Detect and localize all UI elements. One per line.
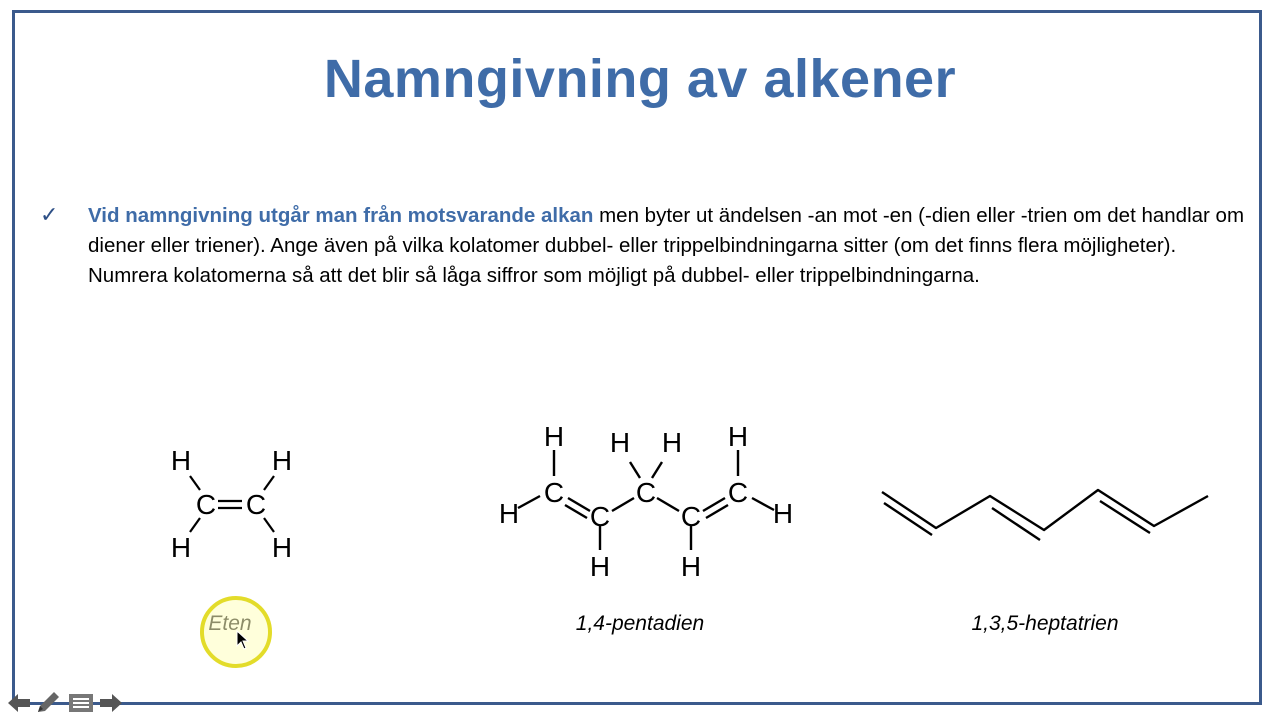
atom-c: C — [589, 501, 611, 532]
atom-c: C — [635, 477, 657, 508]
heptatrien-structure — [870, 470, 1220, 550]
molecule-name-heptatrien: 1,3,5-heptatrien — [971, 612, 1119, 635]
atom-h: H — [661, 427, 683, 458]
pentadien-structure — [490, 418, 800, 588]
molecule-name-pentadien: 1,4-pentadien — [575, 612, 705, 635]
atom-h: H — [772, 498, 794, 529]
atom-c: C — [543, 477, 565, 508]
bullet-paragraph — [88, 201, 1248, 291]
arrow-left-icon[interactable] — [6, 692, 32, 714]
mouse-pointer-icon — [236, 630, 250, 650]
slideshow-nav — [6, 690, 126, 716]
atom-h: H — [170, 532, 192, 563]
atom-h: H — [498, 498, 520, 529]
menu-icon[interactable] — [68, 693, 94, 713]
atom-h: H — [727, 421, 749, 452]
atom-h: H — [271, 445, 293, 476]
atom-h: H — [543, 421, 565, 452]
bullet-highlight: Vid namngivning utgår man från motsvarande alkan — [88, 204, 594, 227]
arrow-right-icon[interactable] — [98, 692, 124, 714]
check-icon: ✓ — [40, 202, 59, 227]
atom-h: H — [589, 551, 611, 582]
slide-title: Namngivning av alkener — [323, 49, 957, 109]
slide-frame — [12, 10, 1262, 705]
bullet-text: men byter ut ändelsen -an mot -en (-dien eller -trien om det handlar om diener eller triener). Ange även på vilka kolatomer dubbel- eller trippelbindningarna sitter (om det finns flera möjligheter). Numrera kolatomerna så att det blir så låga siffror som möjligt på dubbel- eller trippelbindningarna. — [88, 204, 1245, 287]
atom-h: H — [680, 551, 702, 582]
atom-h: H — [271, 532, 293, 563]
atom-c: C — [245, 489, 267, 520]
eten-structure — [160, 440, 310, 570]
atom-h: H — [609, 427, 631, 458]
atom-h: H — [170, 445, 192, 476]
atom-c: C — [195, 489, 217, 520]
atom-c: C — [727, 477, 749, 508]
pen-icon[interactable] — [34, 690, 62, 716]
atom-c: C — [680, 501, 702, 532]
